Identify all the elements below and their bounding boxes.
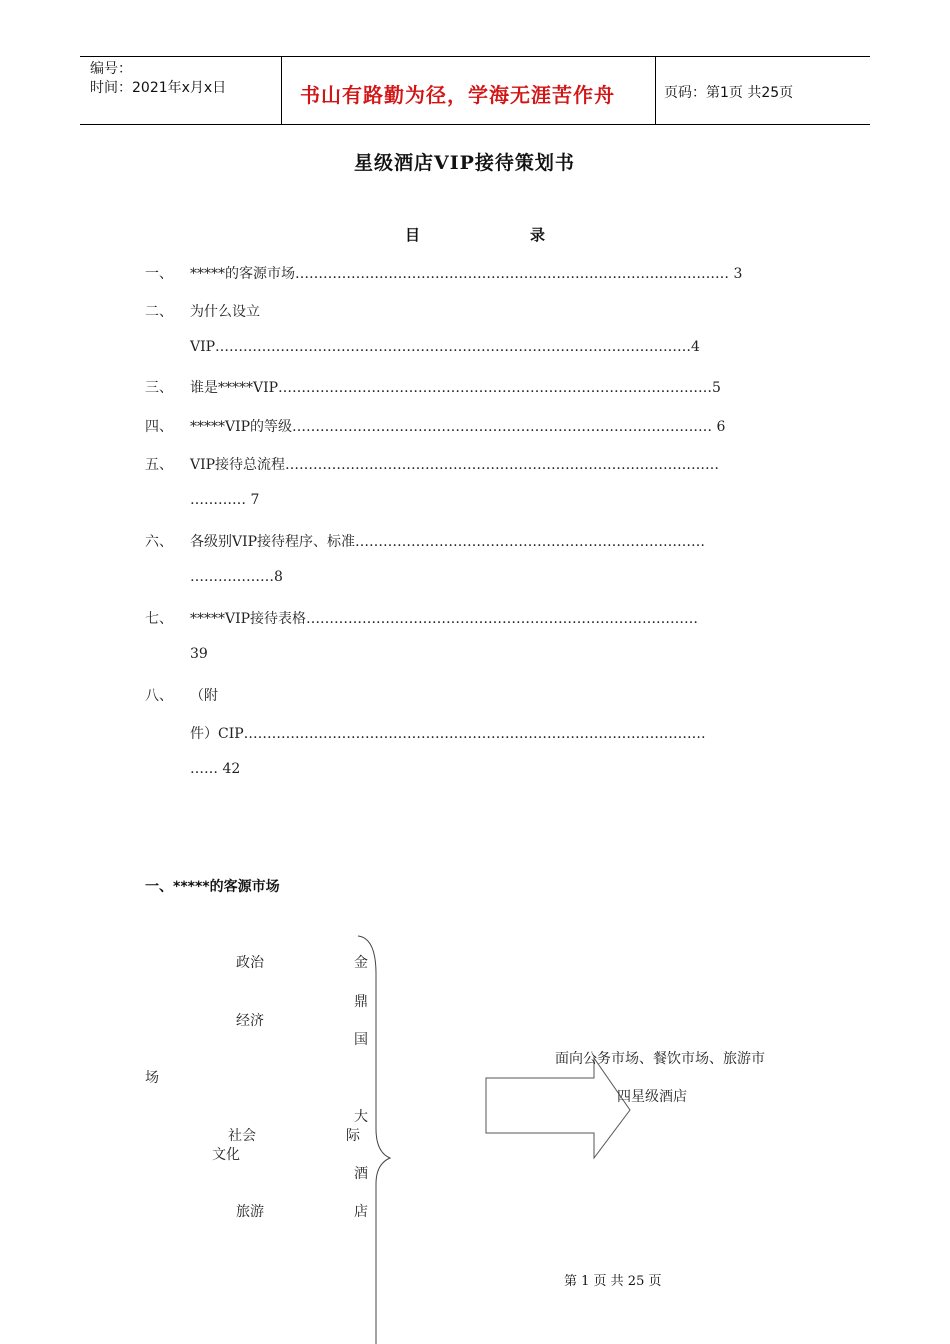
header-bottom-rule [80,124,870,125]
toc-item-num: 七、 [145,611,173,627]
market-target-text-cont: 四星级酒店 [617,1089,687,1105]
toc-item-text[interactable]: （附 [190,688,218,704]
section-heading: 一、*****的客源市场 [145,879,280,895]
header-page-info: 页码：第1页 共25页 [664,85,794,101]
toc-item-text[interactable]: *****的客源市场………………………………………………………………………………… 3 [190,266,743,282]
market-item-economy: 经济 [236,1013,264,1029]
market-brace [354,934,398,1344]
toc-item-num: 一、 [145,266,173,282]
toc-item-text-cont[interactable]: VIP…………………………………………………………………………………………4 [190,339,700,355]
toc-item-text[interactable]: 各级别VIP接待程序、标准………………………………………………………………… [190,534,706,550]
toc-item-text-cont[interactable]: 39 [190,646,208,662]
page-footer: 第 1 页 共 25 页 [564,1274,662,1289]
header-divider-left [281,56,282,124]
hotel-name-char: 金 [354,955,368,971]
market-item-market: 场 [145,1070,159,1086]
toc-item-text-cont[interactable]: …… 42 [190,761,241,777]
toc-item-num: 八、 [145,688,173,704]
hotel-name-char: 际 [346,1128,360,1144]
header-top-rule [80,56,870,57]
toc-item-text[interactable]: *****VIP的等级……………………………………………………………………………… 6 [190,419,726,435]
toc-heading-right: 录 [530,226,546,244]
toc-item-text[interactable]: VIP接待总流程………………………………………………………………………………… [190,457,720,473]
market-target-text: 面向公务市场、餐饮市场、旅游市 [555,1051,765,1067]
toc-item-text[interactable]: 为什么设立 [190,304,260,320]
hotel-name-char: 酒 [354,1166,368,1182]
hotel-name-char: 店 [354,1204,368,1220]
hotel-name-char: 大 [354,1109,368,1125]
hotel-name-char: 国 [354,1032,368,1048]
toc-item-text[interactable]: 谁是*****VIP…………………………………………………………………………………5 [190,380,721,396]
market-item-culture: 文化 [212,1147,240,1163]
market-item-tourism: 旅游 [236,1204,264,1220]
header-divider-right [655,56,656,124]
toc-item-num: 五、 [145,457,173,473]
toc-item-text-cont[interactable]: 件）CIP……………………………………………………………………………………… [190,726,706,742]
toc-item-text[interactable]: *****VIP接待表格………………………………………………………………………… [190,611,699,627]
header-time-label: 时间：2021年x月x日 [90,80,227,96]
toc-item-num: 二、 [145,304,173,320]
market-item-society: 社会 [228,1128,256,1144]
header-number-label: 编号： [90,61,132,77]
document-title: 星级酒店VIP接待策划书 [354,152,575,174]
toc-item-num: 三、 [145,380,173,396]
toc-item-num: 六、 [145,534,173,550]
toc-item-num: 四、 [145,419,173,435]
toc-item-text-cont[interactable]: ………… 7 [190,492,260,508]
header-motto: 书山有路勤为径，学海无涯苦作舟 [300,83,615,107]
toc-heading-left: 目 [405,226,421,244]
right-arrow-icon [484,1056,634,1162]
hotel-name-char: 鼎 [354,994,368,1010]
market-item-politics: 政治 [236,955,264,971]
toc-item-text-cont[interactable]: ………………8 [190,569,283,585]
